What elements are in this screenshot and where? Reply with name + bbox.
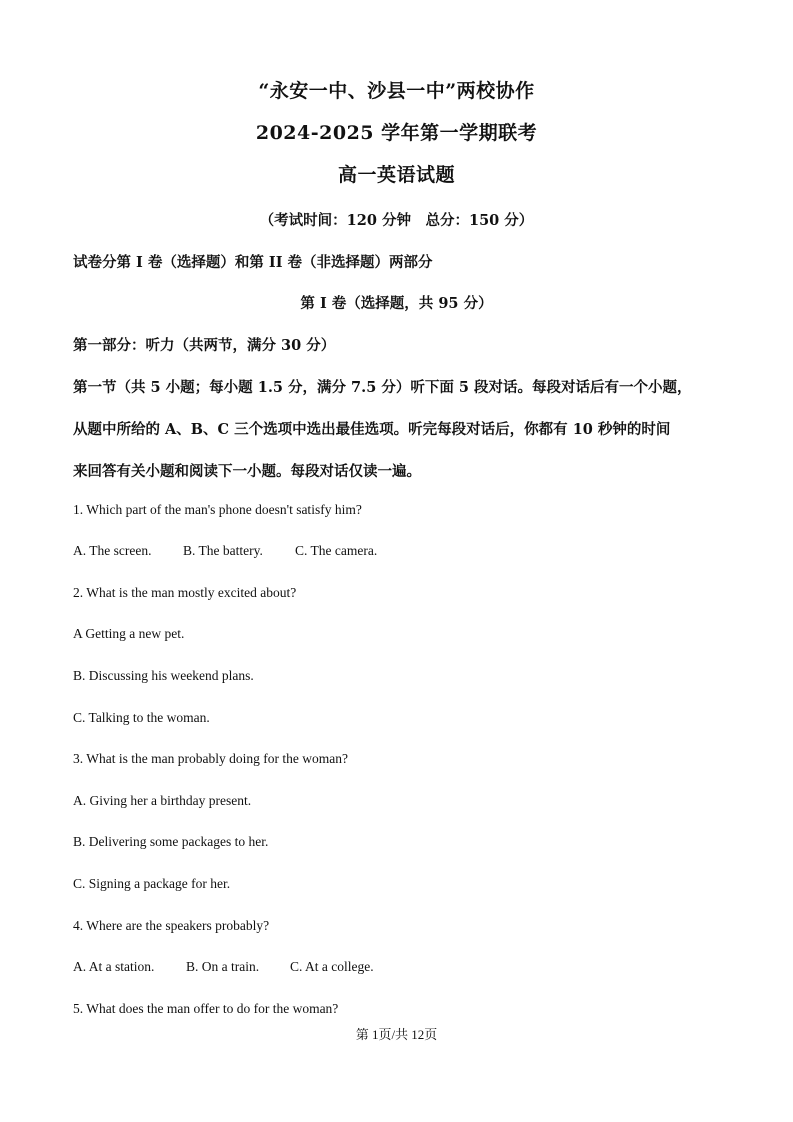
question-3-option-c: C. Signing a package for her. (73, 876, 231, 891)
paper-structure: 试卷分第 I 卷（选择题）和第 II 卷（非选择题）两部分 (73, 254, 433, 271)
question-2-option-c: C. Talking to the woman. (73, 710, 210, 725)
section-instructions-line2: 从题中所给的 A、B、C 三个选项中选出最佳选项。听完每段对话后，你都有 10 秒钟的时间 (73, 421, 671, 438)
question-1-stem: 1. Which part of the man's phone doesn't satisfy him? (73, 502, 362, 517)
question-2-option-a: A Getting a new pet. (73, 626, 185, 641)
page-number: 第 1页/共 12页 (355, 1027, 438, 1042)
volume-heading: 第 I 卷（选择题，共 95 分） (300, 295, 493, 312)
question-1-options (73, 543, 377, 559)
question-3-option-b: B. Delivering some packages to her. (73, 834, 269, 849)
question-4-stem: 4. Where are the speakers probably? (73, 918, 270, 933)
school-title: “永安一中、沙县一中”两校协作 (258, 80, 535, 102)
section-instructions-line3: 来回答有关小题和阅读下一小题。每段对话仅读一遍。 (73, 463, 421, 480)
option-c: C. At a college. (290, 959, 374, 974)
option-a: A. At a station. (73, 959, 155, 974)
term-title: 2024-2025 学年第一学期联考 (255, 122, 538, 144)
question-4-options (73, 959, 374, 975)
question-3-stem: 3. What is the man probably doing for the woman? (73, 751, 348, 766)
subject-title: 高一英语试题 (337, 164, 455, 186)
exam-info: （考试时间：120 分钟 总分：150 分） (259, 212, 534, 229)
question-2-stem: 2. What is the man mostly excited about? (73, 585, 297, 600)
question-2-option-b: B. Discussing his weekend plans. (73, 668, 254, 683)
question-5-stem: 5. What does the man offer to do for the woman? (73, 1001, 339, 1016)
question-3-option-a: A. Giving her a birthday present. (73, 793, 252, 808)
option-b: B. The battery. (183, 543, 263, 558)
part-heading: 第一部分：听力（共两节，满分 30 分） (73, 337, 336, 354)
section-instructions-line1: 第一节（共 5 小题；每小题 1.5 分，满分 7.5 分）听下面 5 段对话。每段对话后有一个小题， (73, 379, 692, 396)
option-a: A. The screen. (73, 543, 152, 558)
option-c: C. The camera. (295, 543, 378, 558)
option-b: B. On a train. (186, 959, 260, 974)
